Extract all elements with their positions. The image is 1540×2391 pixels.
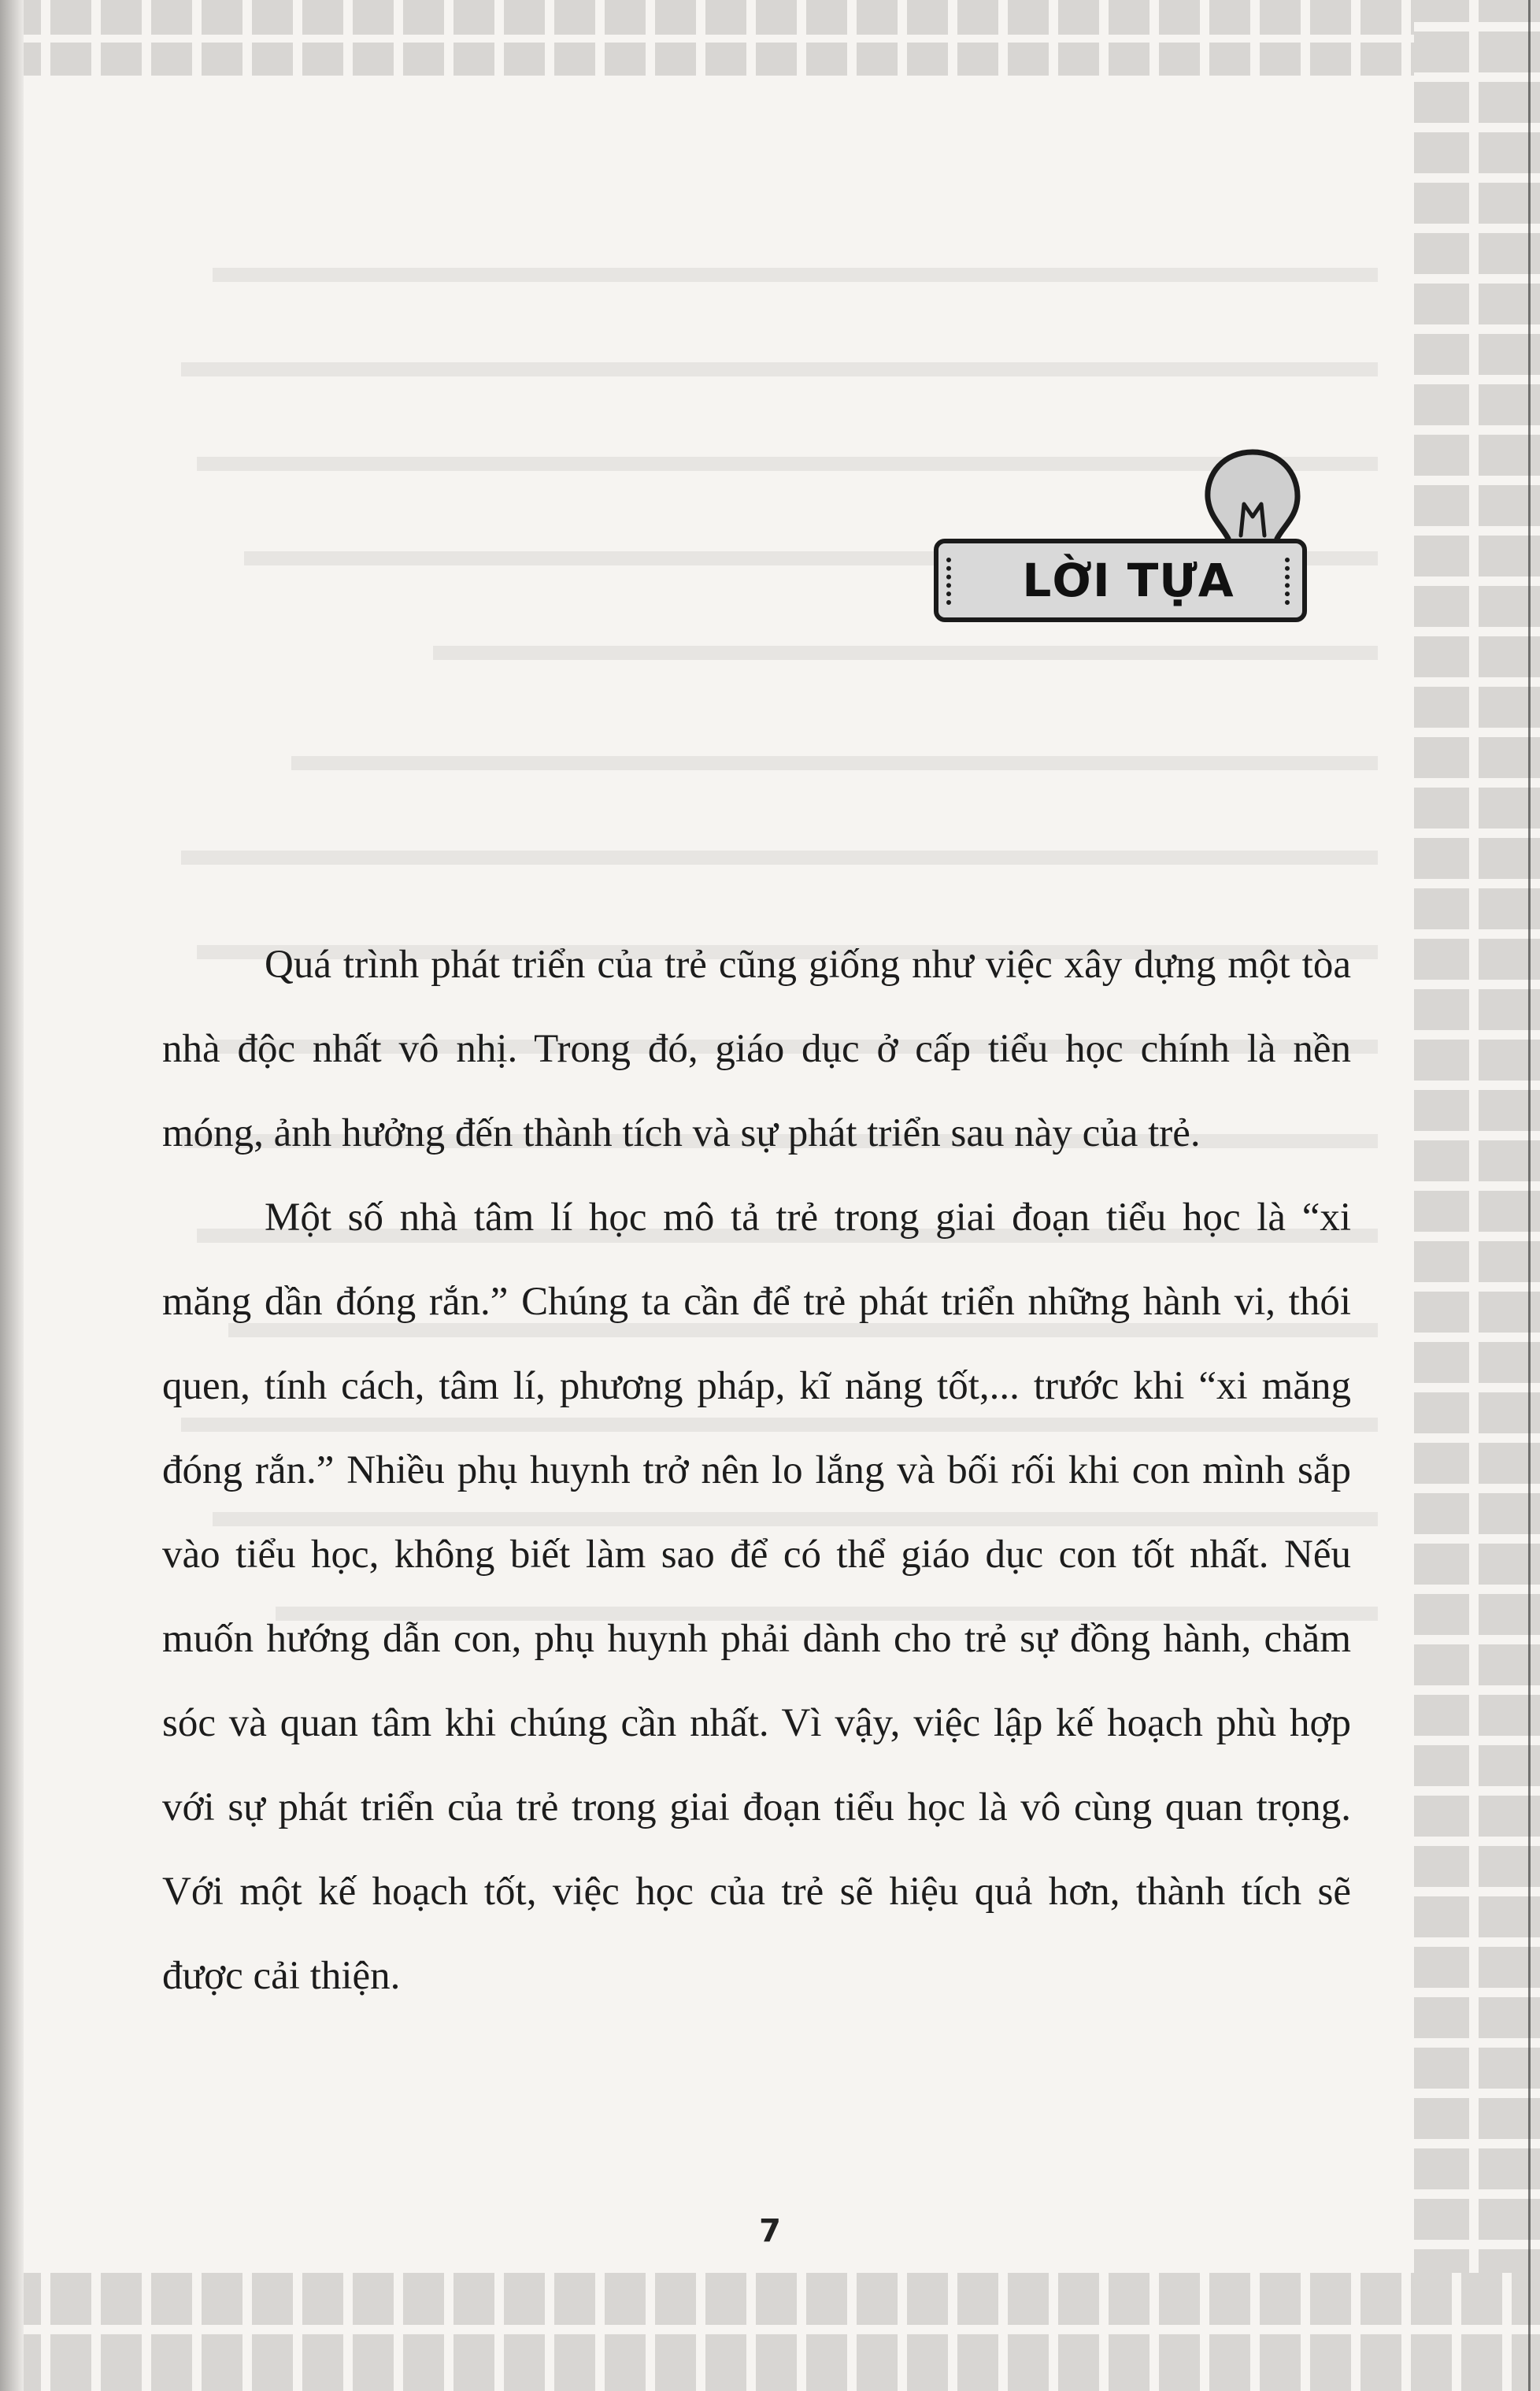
paragraph-2: Một số nhà tâm lí học mô tả trẻ trong giai đoạn tiểu học là “xi măng dần đóng rắn.” Chúng ta cần để trẻ phát triển những hành vi, thói quen, tính cách, tâm lí, phương pháp, kĩ năng tốt,... trước khi “xi măng đóng rắn.” Nhiều phụ huynh trở nên lo lắng và bối rối khi con mình sắp vào tiểu học, không biết làm sao để có thể giáo dục con tốt nhất. Nếu muốn hướng dẫn con, phụ huynh phải dành cho trẻ sự đồng hành, chăm sóc và quan tâm khi chúng cần nhất. Vì vậy, việc lập kế hoạch phù hợp với sự phát triển của trẻ trong giai đoạn tiểu học là vô cùng quan trọng. Với một kế hoạch tốt, việc học của trẻ sẽ hiệu quả hơn, thành tích sẽ được cải thiện. xyxy=(162,1196,1351,1998)
checker-border-top xyxy=(0,0,1540,76)
preface-body xyxy=(162,923,1351,2018)
paragraph-1: Quá trình phát triển của trẻ cũng giống như việc xây dựng một tòa nhà độc nhất vô nhị. Trong đó, giáo dục ở cấp tiểu học chính là nền móng, ảnh hưởng đến thành tích và sự phát triển sau này của trẻ. xyxy=(162,943,1351,1155)
checker-border-right xyxy=(1414,0,1540,2391)
section-title: LỜI TỰA xyxy=(1022,554,1235,607)
page-edge-line xyxy=(1528,0,1531,2391)
page-gutter-shadow xyxy=(0,0,24,2391)
page-number: 7 xyxy=(759,2213,781,2249)
checker-border-bottom xyxy=(0,2273,1540,2391)
section-title-label xyxy=(934,539,1307,622)
